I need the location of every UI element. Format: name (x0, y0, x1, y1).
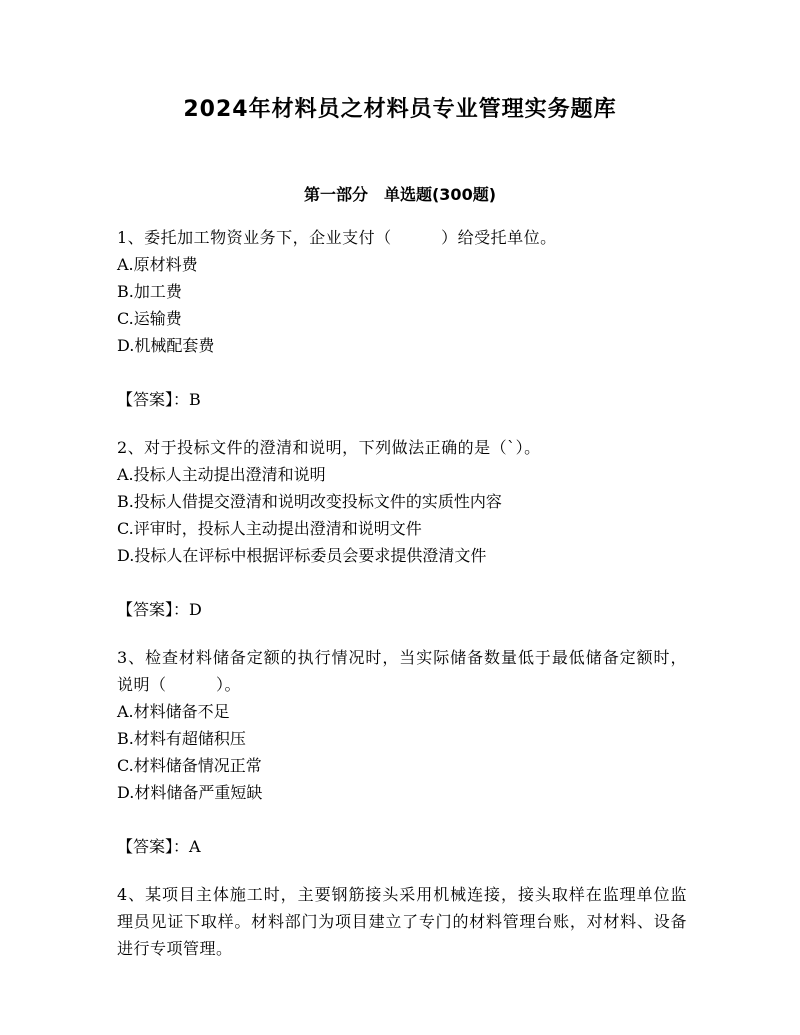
option-a: A.原材料费 (117, 255, 198, 274)
option-a: A.材料储备不足 (117, 702, 230, 721)
answer-value: A (189, 837, 201, 856)
option-a: A.投标人主动提出澄清和说明 (117, 465, 326, 484)
question-stem: 2、对于投标文件的澄清和说明，下列做法正确的是（`）。 (117, 438, 541, 457)
answer-label: 【答案】： (117, 390, 190, 409)
question-stem: 3、检查材料储备定额的执行情况时，当实际储备数量低于最低储备定额时，说明（ ）。 (117, 648, 687, 694)
page-title: 2024年材料员之材料员专业管理实务题库 (183, 97, 617, 122)
question-stem: 4、某项目主体施工时，主要钢筋接头采用机械连接，接头取样在监理单位监理员见证下取样。材料部门为项目建立了专门的材料管理台账，对材料、设备进行专项管理。 (117, 885, 687, 958)
answer-line (117, 386, 687, 413)
answer-label: 【答案】： (117, 837, 190, 856)
question-3 (117, 644, 687, 860)
answer-line (117, 833, 687, 860)
option-d: D.投标人在评标中根据评标委员会要求提供澄清文件 (117, 546, 487, 565)
question-2 (117, 434, 687, 623)
question-list (117, 224, 687, 962)
answer-line (117, 596, 687, 623)
option-b: B.加工费 (117, 282, 182, 301)
question-1 (117, 224, 687, 413)
option-b: B.投标人借提交澄清和说明改变投标文件的实质性内容 (117, 492, 502, 511)
option-d: D.机械配套费 (117, 336, 215, 355)
option-c: C.运输费 (117, 309, 182, 328)
section-heading: 第一部分 单选题(300题) (303, 185, 497, 204)
answer-value: B (189, 390, 201, 409)
option-c: C.材料储备情况正常 (117, 756, 262, 775)
answer-label: 【答案】： (117, 600, 190, 619)
option-d: D.材料储备严重短缺 (117, 783, 263, 802)
option-b: B.材料有超储积压 (117, 729, 246, 748)
question-4 (117, 881, 687, 962)
option-c: C.评审时，投标人主动提出澄清和说明文件 (117, 519, 422, 538)
question-stem: 1、委托加工物资业务下，企业支付（ ）给受托单位。 (117, 228, 557, 247)
answer-value: D (189, 600, 202, 619)
